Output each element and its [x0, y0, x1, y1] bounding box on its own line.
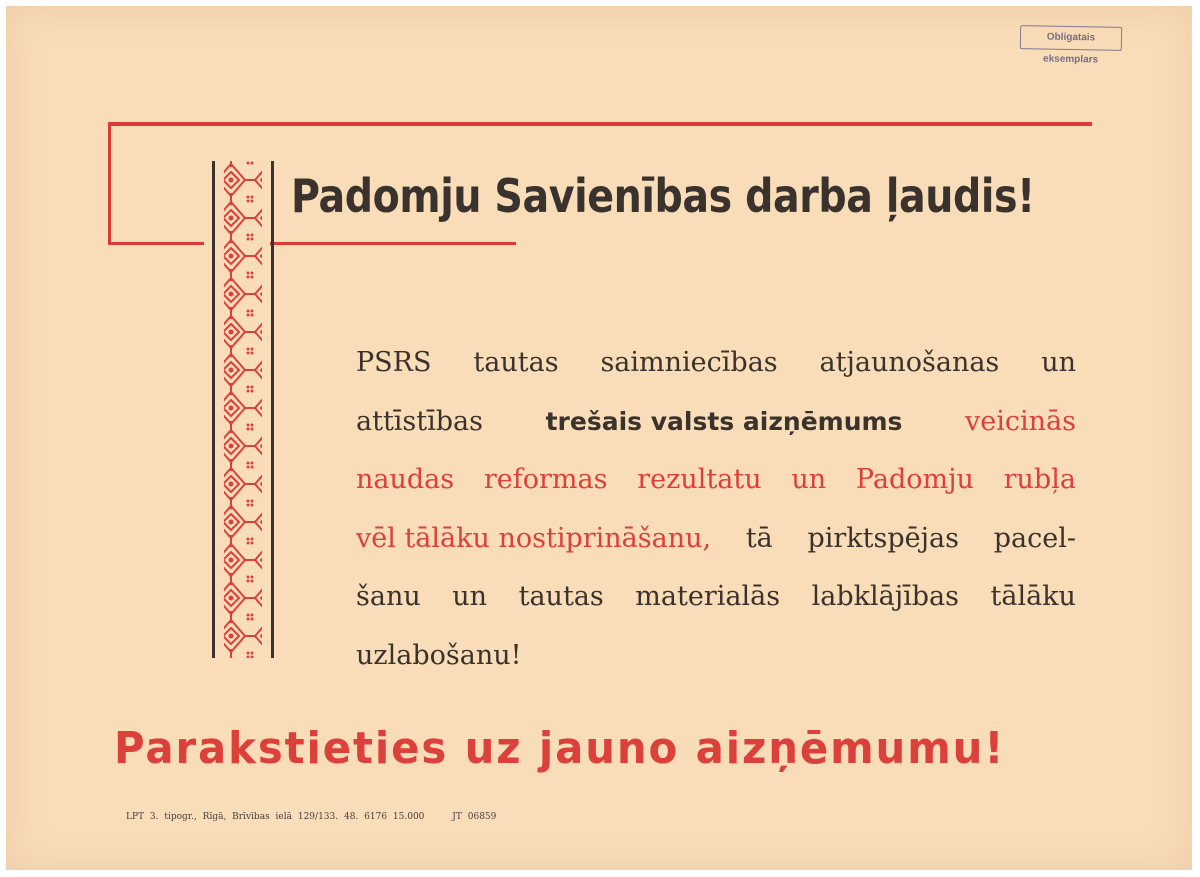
imprint-text: LPT 3. tipogr., Rīgā, Brīvības ielā 129/133. 48. 6176 15.000 — [126, 812, 425, 822]
body-word: vēl tālāku nostiprināšanu, — [356, 522, 712, 554]
body-word: tautas — [473, 347, 559, 378]
body-word: rubļa — [1003, 464, 1076, 495]
body-word: un — [791, 464, 827, 495]
body-word: saimniecības — [600, 347, 778, 378]
imprint-code: JT 06859 — [452, 812, 497, 822]
body-word: trešais valsts aizņēmums — [545, 406, 903, 436]
printer-imprint — [126, 812, 496, 822]
frame-bottom-left-line — [108, 242, 204, 245]
call-to-action: Parakstieties uz jauno aizņēmumu! — [114, 723, 1006, 774]
body-word: tautas — [518, 581, 604, 612]
body-word: labklājības — [811, 581, 959, 612]
body-word: Padomju — [855, 464, 974, 495]
frame-top-line — [108, 122, 1092, 126]
poster-sheet — [6, 6, 1192, 870]
body-word: tālāku — [990, 581, 1076, 612]
body-word: PSRS — [356, 347, 432, 378]
body-line — [356, 393, 1076, 452]
frame-bottom-right-line — [270, 242, 516, 245]
body-word: rezultatu — [637, 464, 762, 495]
body-line — [356, 451, 1076, 510]
body-word: uzlabošanu! — [356, 639, 522, 671]
body-word: materialās — [635, 581, 781, 612]
body-line — [356, 568, 1076, 627]
body-line — [356, 510, 1076, 569]
folk-ornament-band — [212, 161, 274, 658]
poster-title: Padomju Savienības darba ļaudis! — [291, 169, 1035, 223]
archive-stamp: Obligatais eksemplars — [1020, 25, 1122, 51]
body-word: reformas — [483, 464, 608, 495]
body-word: un — [1041, 347, 1076, 378]
body-word: pacel- — [993, 522, 1076, 554]
body-line — [356, 334, 1076, 393]
body-word: tā — [745, 522, 773, 554]
body-paragraph — [356, 334, 1076, 685]
frame-left-line — [108, 122, 111, 245]
body-word: šanu — [356, 581, 421, 612]
body-word: un — [452, 581, 488, 612]
body-word: veicinās — [965, 405, 1076, 437]
body-line — [356, 627, 1076, 686]
body-word: atjaunošanas — [819, 347, 1000, 378]
body-word: naudas — [356, 464, 455, 495]
body-word: attīstības — [356, 405, 484, 437]
body-word: pirktspējas — [807, 522, 959, 554]
